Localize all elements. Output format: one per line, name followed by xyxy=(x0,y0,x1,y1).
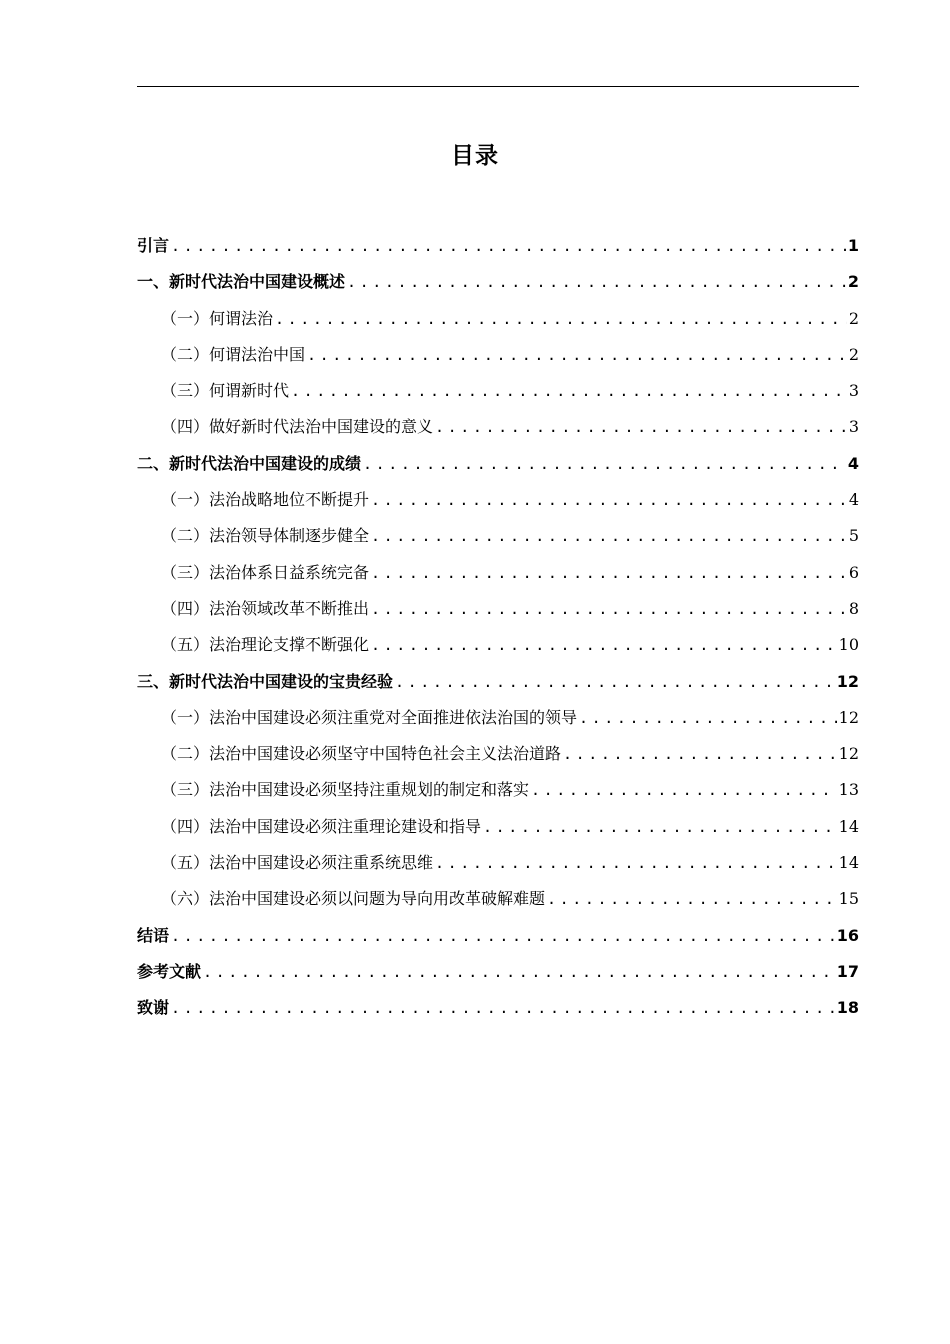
toc-entry-chapter[interactable] xyxy=(137,664,859,700)
toc-entry-title: 致谢 xyxy=(137,998,170,1018)
toc-entry-title: （三）法治中国建设必须坚持注重规划的制定和落实 xyxy=(161,780,530,800)
toc-entry-title: （一）法治中国建设必须注重党对全面推进依法治国的领导 xyxy=(161,707,578,727)
toc-entry-title: 引言 xyxy=(137,236,170,255)
toc-entry-section[interactable] xyxy=(137,700,859,736)
toc-page-number: 1 xyxy=(847,236,859,255)
toc-page-number: 6 xyxy=(848,562,859,582)
toc-dot-leader xyxy=(171,228,846,264)
toc-entry-chapter[interactable] xyxy=(137,264,859,300)
toc-entry-title: 结语 xyxy=(137,925,170,945)
toc-entry-section[interactable] xyxy=(137,373,859,409)
toc-entry-title: 参考文献 xyxy=(137,961,202,981)
toc-page-number: 4 xyxy=(847,453,859,473)
toc-dot-leader xyxy=(563,736,837,772)
toc-page-number: 10 xyxy=(838,635,859,655)
toc-dot-leader xyxy=(531,772,837,808)
toc-entry-title: （五）法治中国建设必须注重系统思维 xyxy=(161,853,434,873)
table-of-contents xyxy=(137,228,859,1027)
toc-dot-leader xyxy=(363,446,846,482)
toc-page-number: 12 xyxy=(838,707,859,727)
toc-entry-title: （四）法治领域改革不断推出 xyxy=(161,598,370,618)
toc-dot-leader xyxy=(171,918,835,954)
toc-dot-leader xyxy=(307,337,847,373)
toc-dot-leader xyxy=(395,664,835,700)
header-rule xyxy=(137,86,859,87)
toc-entry-title: （六）法治中国建设必须以问题为导向用改革破解难题 xyxy=(161,889,546,909)
toc-dot-leader xyxy=(203,954,835,990)
toc-entry-section[interactable] xyxy=(137,591,859,627)
toc-entry-title: （四）法治中国建设必须注重理论建设和指导 xyxy=(161,816,482,836)
toc-entry-title: （三）法治体系日益系统完备 xyxy=(161,562,370,582)
toc-entry-title: （一）法治战略地位不断提升 xyxy=(161,490,370,510)
toc-page-number: 8 xyxy=(848,598,859,618)
toc-page-number: 2 xyxy=(847,272,859,292)
toc-dot-leader xyxy=(275,301,847,337)
toc-entry-section[interactable] xyxy=(137,772,859,808)
toc-entry-title: 一、新时代法治中国建设概述 xyxy=(137,272,346,292)
toc-dot-leader xyxy=(435,845,837,881)
toc-page-number: 2 xyxy=(848,308,859,328)
toc-title: 目录 xyxy=(451,143,499,169)
toc-entry-section[interactable] xyxy=(137,337,859,373)
toc-page-number: 12 xyxy=(836,671,859,691)
toc-dot-leader xyxy=(171,990,835,1026)
toc-page-number: 13 xyxy=(838,780,859,800)
toc-entry-section[interactable] xyxy=(137,518,859,554)
toc-entry-section[interactable] xyxy=(137,409,859,445)
toc-page-number: 2 xyxy=(848,344,859,364)
toc-dot-leader xyxy=(291,373,847,409)
toc-dot-leader xyxy=(435,409,847,445)
toc-entry-chapter[interactable] xyxy=(137,918,859,954)
toc-entry-chapter[interactable] xyxy=(137,990,859,1026)
toc-entry-title: 二、新时代法治中国建设的成绩 xyxy=(137,453,362,473)
toc-entry-title: （四）做好新时代法治中国建设的意义 xyxy=(161,417,434,437)
toc-entry-chapter[interactable] xyxy=(137,446,859,482)
toc-page-number: 16 xyxy=(836,925,859,945)
toc-page-number: 12 xyxy=(838,744,859,764)
toc-entry-section[interactable] xyxy=(137,736,859,772)
toc-dot-leader xyxy=(371,591,847,627)
toc-page-number: 15 xyxy=(838,889,859,909)
toc-entry-title: （二）法治领导体制逐步健全 xyxy=(161,526,370,546)
toc-page-number: 4 xyxy=(848,490,859,510)
toc-dot-leader xyxy=(371,627,837,663)
toc-page-number: 17 xyxy=(836,961,859,981)
toc-page-number: 18 xyxy=(836,998,859,1018)
toc-entry-title: （二）法治中国建设必须坚守中国特色社会主义法治道路 xyxy=(161,744,562,764)
toc-page-number: 14 xyxy=(838,853,859,873)
toc-dot-leader xyxy=(347,264,846,300)
toc-entry-chapter[interactable] xyxy=(137,228,859,264)
toc-dot-leader xyxy=(579,700,837,736)
toc-page-number: 3 xyxy=(848,417,859,437)
toc-entry-section[interactable] xyxy=(137,627,859,663)
toc-entry-section[interactable] xyxy=(137,301,859,337)
toc-entry-section[interactable] xyxy=(137,881,859,917)
toc-entry-title: 三、新时代法治中国建设的宝贵经验 xyxy=(137,671,394,691)
toc-page-number: 5 xyxy=(848,526,859,546)
toc-dot-leader xyxy=(483,809,837,845)
toc-entry-section[interactable] xyxy=(137,482,859,518)
toc-entry-section[interactable] xyxy=(137,845,859,881)
toc-dot-leader xyxy=(547,881,837,917)
toc-page-number: 14 xyxy=(838,816,859,836)
toc-entry-chapter[interactable] xyxy=(137,954,859,990)
toc-page-number: 3 xyxy=(848,381,859,401)
toc-dot-leader xyxy=(371,482,847,518)
toc-entry-title: （二）何谓法治中国 xyxy=(161,344,306,364)
toc-entry-title: （一）何谓法治 xyxy=(161,308,274,328)
toc-entry-section[interactable] xyxy=(137,809,859,845)
toc-dot-leader xyxy=(371,555,847,591)
toc-entry-section[interactable] xyxy=(137,555,859,591)
toc-entry-title: （五）法治理论支撑不断强化 xyxy=(161,635,370,655)
toc-entry-title: （三）何谓新时代 xyxy=(161,381,290,401)
toc-dot-leader xyxy=(371,518,847,554)
